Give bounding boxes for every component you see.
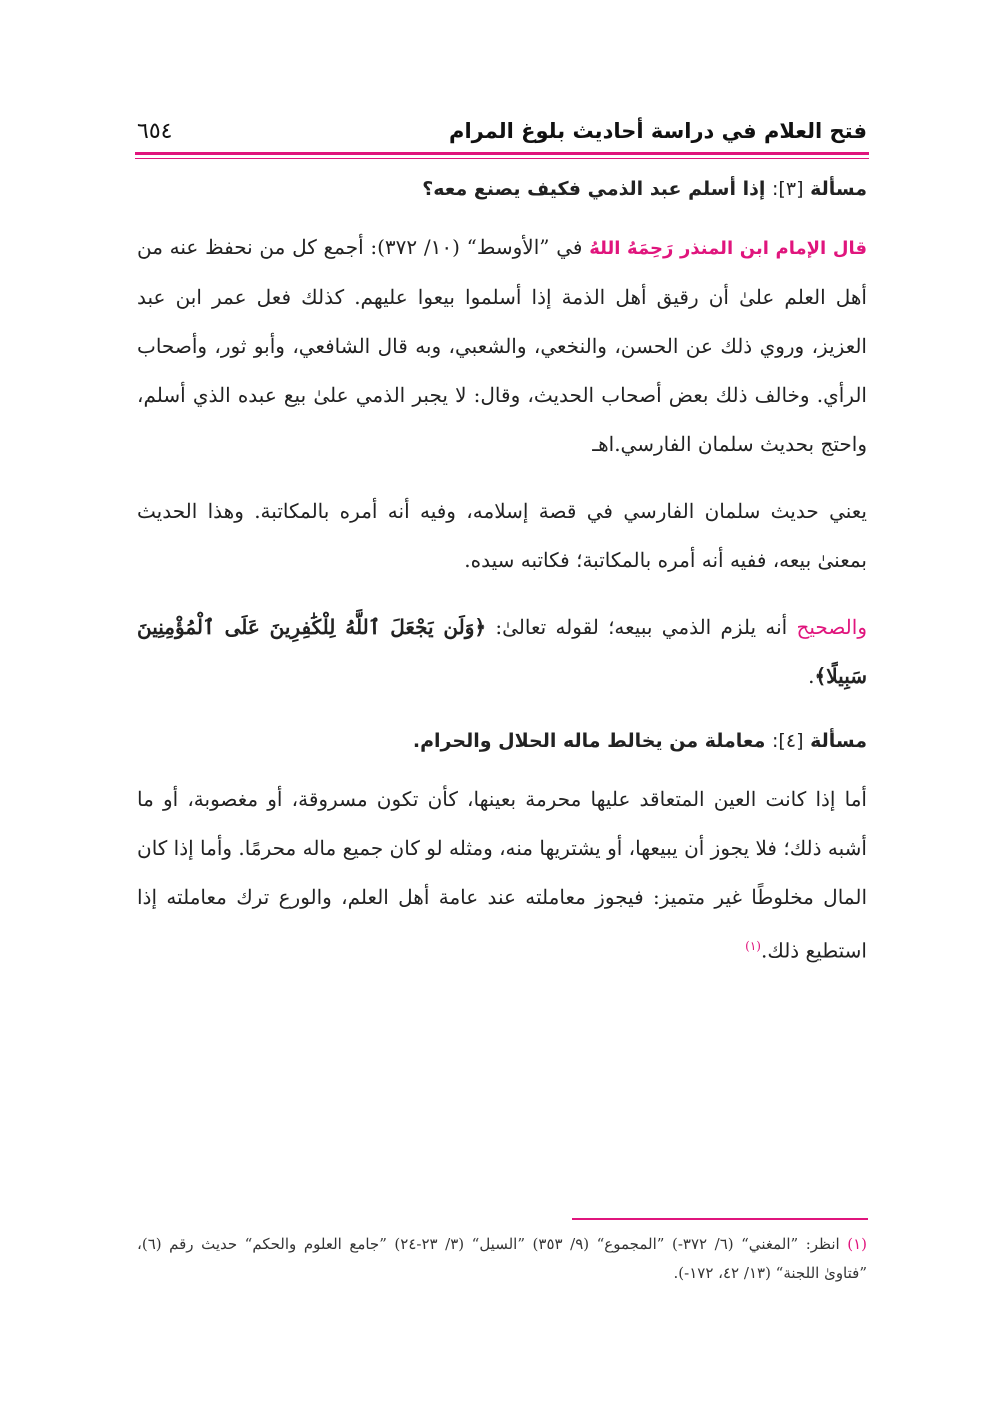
paragraph-salman-hadith: [137, 487, 867, 585]
header-rule-thick: [135, 152, 869, 155]
paragraph-mixed-wealth: [137, 775, 867, 976]
end-punctuation: .: [808, 664, 815, 688]
page-header: [137, 112, 867, 150]
section-heading-4: [137, 727, 867, 755]
quran-verse: ﴿وَلَن يَجْعَلَ ٱللَّهُ لِلْكَٰفِرِينَ عَلَى ٱلْمُؤْمِنِينَ سَبِيلًا﴾: [137, 615, 867, 688]
heading-title: معاملة من يخالط ماله الحلال والحرام.: [412, 730, 766, 752]
footnote-reference[interactable]: (١): [745, 939, 761, 953]
cited-author: قال الإمام ابن المنذر رَحِمَهُ اللهُ: [589, 238, 868, 259]
paragraph-text: أما إذا كانت العين المتعاقد عليها محرمة بعينها، كأن تكون مسروقة، أو مغصوبة، أو ما أشبه ذلك؛ فلا يجوز أن يبيعها، أو يشتريها منه، ومثله لو كان جميع ماله محرمًا. وأما إذا كان المال مخلوطًا غير متميز: فيجوز معاملته عند عامة أهل العلم، والورع ترك معاملته إذا استطيع ذلك.: [137, 787, 867, 963]
correct-view-label: والصحيح: [796, 615, 867, 639]
page-number: ٦٥٤: [137, 118, 173, 144]
heading-label: مسألة: [810, 178, 867, 200]
section-heading-3: [137, 175, 867, 203]
footnote-text: انظر: ”المغني“ (٦/ ٣٧٢-) ”المجموع“ (٩/ ٣٥٣) ”السيل“ (٣/ ٢٣-٢٤) ”جامع العلوم والحكم“ حديث رقم (٦)، ”فتاوىٰ اللجنة“ (١٣/ ٤٢، ١٧٢-).: [137, 1235, 867, 1282]
section-gap: [137, 701, 867, 727]
heading-number: [٣]:: [772, 178, 804, 200]
paragraph-text: يعني حديث سلمان الفارسي في قصة إسلامه، وفيه أنه أمره بالمكاتبة. وهذا الحديث بمعنىٰ بيعه، ففيه أنه أمره بالمكاتبة؛ فكاتبه سيده.: [137, 499, 867, 572]
footnote: [137, 1230, 867, 1288]
paragraph-ibn-almundhir: [137, 223, 867, 469]
heading-number: [٤]:: [772, 730, 804, 752]
book-title: فتح العلام في دراسة أحاديث بلوغ المرام: [449, 119, 867, 143]
heading-label: مسألة: [810, 730, 867, 752]
heading-title: إذا أسلم عبد الذمي فكيف يصنع معه؟: [422, 178, 766, 200]
footnote-number: (١): [847, 1235, 867, 1253]
page-body: [137, 175, 867, 976]
footnote-separator: [572, 1218, 868, 1220]
paragraph-correct-view: [137, 603, 867, 701]
paragraph-text: في ”الأوسط“ (١٠/ ٣٧٢): أجمع كل من نحفظ عنه من أهل العلم علىٰ أن رقيق أهل الذمة إذا أسلموا بيعوا عليهم. كذلك فعل عمر ابن عبد العزيز، وروي ذلك عن الحسن، والنخعي، والشعبي، وبه قال الشافعي، وأبو ثور، وأصحاب الرأي. وخالف ذلك بعض أصحاب الحديث، وقال: لا يجبر الذمي علىٰ بيع عبده الذي أسلم، واحتج بحديث سلمان الفارسي.اهـ: [137, 235, 867, 456]
header-rule-thin: [135, 158, 869, 159]
paragraph-text: أنه يلزم الذمي ببيعه؛ لقوله تعالىٰ:: [495, 615, 788, 639]
